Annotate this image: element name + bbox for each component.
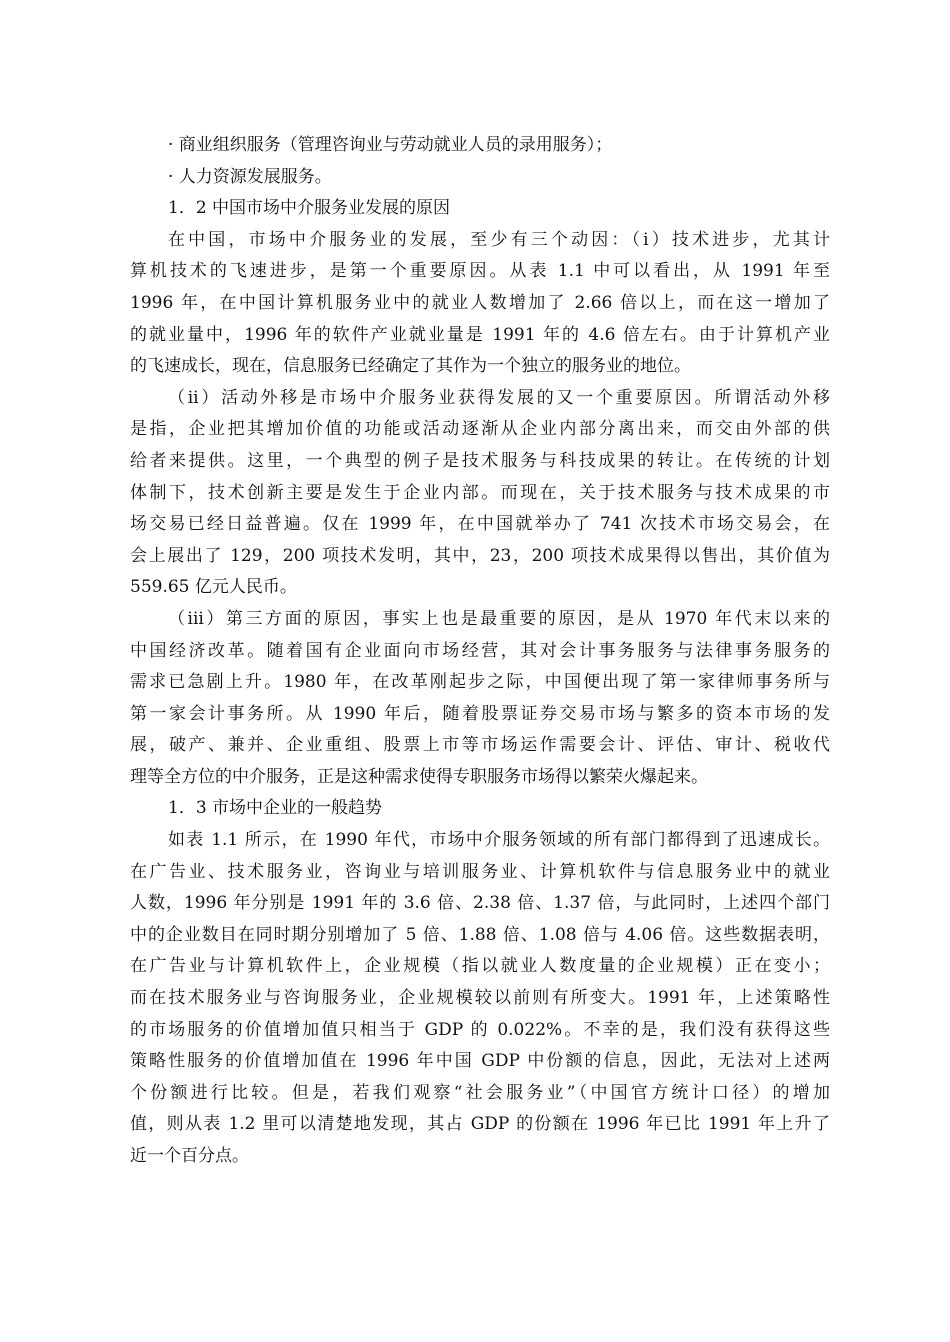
text-line: 策略性服务的价值增加值在 1996 年中国 GDP 中份额的信息，因此，无法对上述两 [130,1051,830,1072]
text-line: （ii）活动外移是市场中介服务业获得发展的又一个重要原因。所谓活动外移 [168,387,830,408]
text-line: 在中国，市场中介服务业的发展，至少有三个动因：（i）技术进步，尤其计 [168,229,830,250]
text-line: 会上展出了 129，200 项技术发明，其中，23，200 项技术成果得以售出，其价值为 [130,545,830,566]
text-line: 需求已急剧上升。1980 年，在改革刚起步之际，中国便出现了第一家律师事务所与 [130,672,830,693]
text-line: （iii）第三方面的原因，事实上也是最重要的原因，是从 1970 年代末以来的 [168,608,830,629]
text-line: 559.65 亿元人民币。 [130,577,297,598]
text-line: 而在技术服务业与咨询服务业，企业规模较以前则有所变大。1991 年，上述策略性 [130,988,830,1009]
text-line: 展，破产、兼并、企业重组、股票上市等市场运作需要会计、评估、审计、税收代 [130,735,830,756]
text-line: 的就业量中，1996 年的软件产业就业量是 1991 年的 4.6 倍左右。由于计算机产业 [130,324,830,345]
text-line: 人数，1996 年分别是 1991 年的 3.6 倍、2.38 倍、1.37 倍，与此同时，上述四个部门 [130,893,830,914]
text-line: 在广告业、技术服务业，咨询业与培训服务业、计算机软件与信息服务业中的就业 [130,861,830,882]
text-line: 个份额进行比较。但是，若我们观察“社会服务业”（中国官方统计口径）的增加 [130,1082,830,1103]
text-line: 体制下，技术创新主要是发生于企业内部。而现在，关于技术服务与技术成果的市 [130,482,830,503]
text-line: 第一家会计事务所。从 1990 年后，随着股票证券交易市场与繁多的资本市场的发 [130,703,830,724]
text-line: 如表 1.1 所示，在 1990 年代，市场中介服务领域的所有部门都得到了迅速成长。 [168,830,830,851]
document-page [130,130,830,1173]
text-line: 在广告业与计算机软件上，企业规模（指以就业人数度量的企业规模）正在变小； [130,956,830,977]
text-line: 中的企业数目在同时期分别增加了 5 倍、1.88 倍、1.08 倍与 4.06 倍。这些数据表明， [130,924,830,945]
text-line: 算机技术的飞速进步，是第一个重要原因。从表 1.1 中可以看出，从 1991 年至 [130,261,830,282]
text-line: 场交易已经日益普遍。仅在 1999 年，在中国就举办了 741 次技术市场交易会，在 [130,514,830,535]
text-line: 1996 年，在中国计算机服务业中的就业人数增加了 2.66 倍以上，而在这一增加了 [130,292,830,313]
text-line: · 商业组织服务（管理咨询业与劳动就业人员的录用服务）； [168,135,613,155]
text-line: 给者来提供。这里，一个典型的例子是技术服务与科技成果的转让。在传统的计划 [130,450,830,471]
text-line: 中国经济改革。随着国有企业面向市场经营，其对会计事务服务与法律事务服务的 [130,640,830,661]
text-line: 1．2 中国市场中介服务业发展的原因 [168,198,451,219]
text-line: 的市场服务的价值增加值只相当于 GDP 的 0.022%。不幸的是，我们没有获得这些 [130,1019,830,1040]
text-line: 的飞速成长，现在，信息服务已经确定了其作为一个独立的服务业的地位。 [130,356,691,377]
text-line: · 人力资源发展服务。 [168,166,332,187]
text-line: 是指，企业把其增加价值的功能或活动逐渐从企业内部分离出来，而交由外部的供 [130,419,830,440]
text-line: 值，则从表 1.2 里可以清楚地发现，其占 GDP 的份额在 1996 年已比 1991 年上升了 [130,1114,830,1135]
text-line: 1．3 市场中企业的一般趋势 [168,798,383,819]
text-line: 近一个百分点。 [130,1146,249,1166]
text-line: 理等全方位的中介服务，正是这种需求使得专职服务市场得以繁荣火爆起来。 [130,766,708,787]
